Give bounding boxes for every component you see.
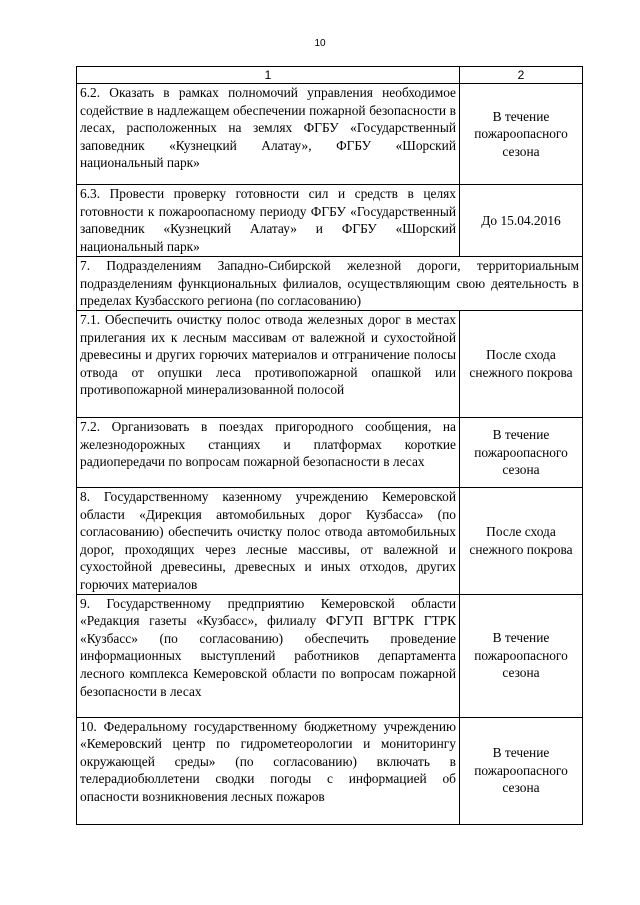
table-row — [77, 185, 583, 257]
column-number-2: 2 — [460, 67, 583, 84]
column-number-1: 1 — [77, 67, 460, 84]
task-cell: 7.1. Обеспечить очистку полос отвода железных дорог в местах прилегания их к лесным массивам от валежной и сухостойной древесины и других горючих материалов и отграничение полосы отвода от опушки леса противопожарной опашкой или противопожарной минерализованной полосой — [77, 311, 460, 418]
task-cell: 6.2. Оказать в рамках полномочий управления необходимое содействие в надлежащем обеспечении пожарной безопасности в лесах, расположенных на землях ФГБУ «Государственный заповедник «Кузнецкий Алатау», ФГБУ «Шорский национальный парк» — [77, 84, 460, 185]
task-cell: 10. Федеральному государственному бюджетному учреждению «Кемеровский центр по гидрометеорологии и мониторингу окружающей среды» (по согласованию) включать в телерадиобюллетени сводки погоды с информацией об опасности возникновения лесных пожаров — [77, 717, 460, 824]
table-row — [77, 594, 583, 717]
deadline-cell: После схода снежного покрова — [460, 311, 583, 418]
task-cell: 8. Государственному казенному учреждению Кемеровской области «Дирекция автомобильных дорог Кузбасса» (по согласованию) обеспечить очистку полос отвода автомобильных дорог, проходящих через лесные массивы, от валежной и сухостойной древесины, древесных и иных отходов, других горючих материалов — [77, 488, 460, 595]
task-cell: 7.2. Организовать в поездах пригородного сообщения, на железнодорожных станциях и платформах короткие радиопередачи по вопросам пожарной безопасности в лесах — [77, 418, 460, 488]
table-row — [77, 488, 583, 595]
table-row — [77, 717, 583, 824]
page-number: 10 — [314, 38, 326, 49]
task-cell: 6.3. Провести проверку готовности сил и средств в целях готовности к пожароопасному периоду ФГБУ «Государственный заповедник «Кузнецкий Алатау» и ФГБУ «Шорский национальный парк» — [77, 185, 460, 257]
table-row — [77, 311, 583, 418]
table-row — [77, 418, 583, 488]
deadline-cell: В течение пожароопасного сезона — [460, 717, 583, 824]
task-cell: 9. Государственному предприятию Кемеровской области «Редакция газеты «Кузбасс», филиалу ФГУП ВГТРК ГТРК «Кузбасс» (по согласованию) обеспечить проведение информационных выступлений работников департамента лесного комплекса Кемеровской области по вопросам пожарной безопасности в лесах — [77, 594, 460, 717]
section-row — [77, 257, 583, 311]
measures-table — [76, 66, 583, 825]
table-header-row — [77, 67, 583, 84]
deadline-cell: В течение пожароопасного сезона — [460, 594, 583, 717]
deadline-cell: После схода снежного покрова — [460, 488, 583, 595]
section-heading-cell: 7. Подразделениям Западно-Сибирской железной дороги, территориальным подразделениям функциональных филиалов, осуществляющим свою деятельность в пределах Кузбасского региона (по согласованию) — [77, 257, 583, 311]
deadline-cell: В течение пожароопасного сезона — [460, 84, 583, 185]
deadline-cell: В течение пожароопасного сезона — [460, 418, 583, 488]
table-row — [77, 84, 583, 185]
deadline-cell: До 15.04.2016 — [460, 185, 583, 257]
